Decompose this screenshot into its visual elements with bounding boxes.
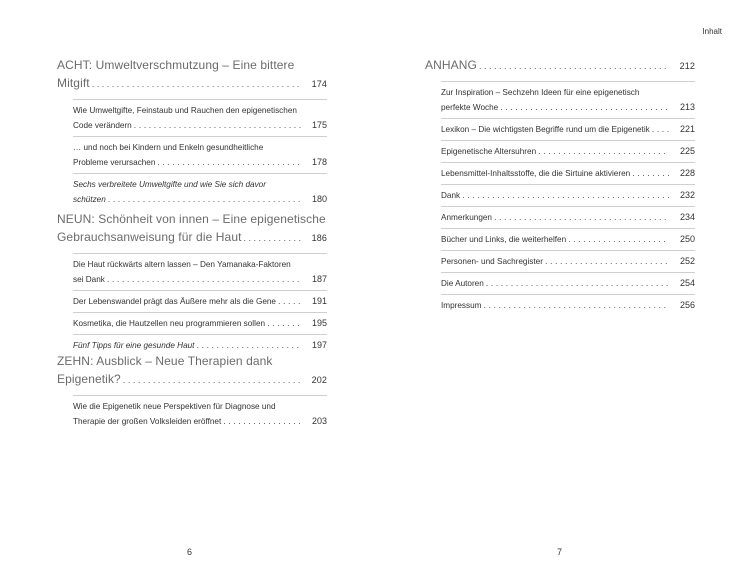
entry-text-line2: perfekte Woche xyxy=(441,103,499,112)
toc-entry[interactable] xyxy=(73,137,327,174)
page-ref: 195 xyxy=(311,318,327,328)
page-ref: 221 xyxy=(679,124,695,134)
toc-entry[interactable] xyxy=(73,396,327,432)
page-number: 6 xyxy=(187,547,193,557)
entry-text: Personen- und Sachregister xyxy=(441,257,543,266)
page-ref: 175 xyxy=(311,120,327,130)
page-ref: 180 xyxy=(311,194,327,204)
toc-entry[interactable] xyxy=(441,295,695,316)
leader-dots xyxy=(134,118,301,133)
page-ref: 232 xyxy=(679,190,695,200)
entry-list xyxy=(73,99,327,210)
entry-text-line1: Die Haut rückwärts altern lassen – Den Yamanaka-Faktoren xyxy=(73,260,291,269)
chapter-acht xyxy=(57,56,327,210)
entry-text-line2: schützen xyxy=(73,195,106,204)
leader-dots xyxy=(479,57,669,75)
chapter-title-line2: Epigenetik? xyxy=(57,372,121,386)
leader-dots xyxy=(632,166,669,181)
page-ref: 187 xyxy=(311,274,327,284)
leader-dots xyxy=(538,144,669,159)
leader-dots xyxy=(107,272,301,287)
chapter-neun xyxy=(57,210,327,356)
page-ref: 202 xyxy=(311,375,327,385)
chapter-heading[interactable] xyxy=(425,56,695,75)
entry-text: Epigenetische Altersuhren xyxy=(441,147,537,156)
leader-dots xyxy=(500,100,669,115)
chapter-heading[interactable] xyxy=(57,210,327,247)
leader-dots xyxy=(123,371,301,389)
page-ref: 228 xyxy=(679,168,695,178)
page-ref: 254 xyxy=(679,278,695,288)
leader-dots xyxy=(108,192,301,207)
leader-dots xyxy=(278,294,301,309)
page-ref: 225 xyxy=(679,146,695,156)
toc-entry[interactable] xyxy=(441,229,695,251)
page-ref: 186 xyxy=(311,233,327,243)
leader-dots xyxy=(494,210,669,225)
toc-entry[interactable] xyxy=(73,100,327,137)
entry-text-line1: Wie Umweltgifte, Feinstaub und Rauchen den epigenetischen xyxy=(73,106,297,115)
entry-text: Lexikon – Die wichtigsten Begriffe rund um die Epigenetik xyxy=(441,125,650,134)
entry-list xyxy=(73,253,327,356)
page-ref: 203 xyxy=(311,416,327,426)
entry-text-line2: Probleme verursachen xyxy=(73,158,156,167)
entry-text-line1: Zur Inspiration – Sechzehn Ideen für eine epigenetisch xyxy=(441,88,640,97)
toc-entry[interactable] xyxy=(441,82,695,119)
toc-entry[interactable] xyxy=(73,291,327,313)
leader-dots xyxy=(545,254,669,269)
page-ref: 212 xyxy=(679,61,695,71)
entry-text: Bücher und Links, die weiterhelfen xyxy=(441,235,567,244)
page-ref: 213 xyxy=(679,102,695,112)
entry-text-line2: Therapie der großen Volksleiden eröffnet xyxy=(73,417,222,426)
chapter-heading[interactable] xyxy=(57,352,327,389)
page-ref: 191 xyxy=(311,296,327,306)
chapter-title: ANHANG xyxy=(425,58,477,72)
chapter-title-line1: ZEHN: Ausblick – Neue Therapien dank xyxy=(57,354,273,368)
entry-text: Anmerkungen xyxy=(441,213,492,222)
page-ref: 256 xyxy=(679,300,695,310)
page-ref: 250 xyxy=(679,234,695,244)
page-ref: 252 xyxy=(679,256,695,266)
toc-entry[interactable] xyxy=(441,185,695,207)
page-ref: 197 xyxy=(311,340,327,350)
entry-text-line2: Code verändern xyxy=(73,121,132,130)
leader-dots xyxy=(652,122,669,137)
toc-entry[interactable] xyxy=(73,254,327,291)
page-number: 7 xyxy=(557,547,563,557)
entry-text: Impressum xyxy=(441,301,482,310)
page-ref: 178 xyxy=(311,157,327,167)
entry-list xyxy=(73,395,327,432)
chapter-title-line2: Mitgift xyxy=(57,76,90,90)
leader-dots xyxy=(157,155,301,170)
toc-entry[interactable] xyxy=(441,207,695,229)
leader-dots xyxy=(486,276,669,291)
toc-entry[interactable] xyxy=(441,251,695,273)
entry-text: Kosmetika, die Hautzellen neu programmieren sollen xyxy=(73,319,266,328)
entry-text: Der Lebenswandel prägt das Äußere mehr als die Gene xyxy=(73,297,276,306)
leader-dots xyxy=(196,338,301,353)
chapter-title-line1: NEUN: Schönheit von innen – Eine epigenetische xyxy=(57,212,326,226)
chapter-heading[interactable] xyxy=(57,56,327,93)
leader-dots xyxy=(568,232,669,247)
leader-dots xyxy=(223,414,301,429)
toc-entry[interactable] xyxy=(441,273,695,295)
entry-text: Dank xyxy=(441,191,461,200)
chapter-title-line1: ACHT: Umweltverschmutzung – Eine bittere xyxy=(57,58,295,72)
toc-entry[interactable] xyxy=(73,313,327,335)
toc-entry[interactable] xyxy=(441,163,695,185)
running-header: Inhalt xyxy=(702,27,722,36)
entry-text-line1: Wie die Epigenetik neue Perspektiven für Diagnose und xyxy=(73,402,276,411)
chapter-zehn xyxy=(57,352,327,432)
chapter-title-line2: Gebrauchsanweisung für die Haut xyxy=(57,230,242,244)
leader-dots xyxy=(92,75,301,93)
toc-entry[interactable] xyxy=(441,141,695,163)
leader-dots xyxy=(267,316,301,331)
page-ref: 234 xyxy=(679,212,695,222)
entry-text-line1: Sechs verbreitete Umweltgifte und wie Sie sich davor xyxy=(73,180,266,189)
toc-entry[interactable] xyxy=(73,174,327,210)
entry-text: Lebensmittel-Inhaltsstoffe, die die Sirtuine aktivieren xyxy=(441,169,631,178)
entry-text-line1: … und noch bei Kindern und Enkeln gesundheitliche xyxy=(73,143,264,152)
entry-text-line2: sei Dank xyxy=(73,275,105,284)
leader-dots xyxy=(484,298,670,313)
toc-entry[interactable] xyxy=(441,119,695,141)
entry-text: Fünf Tipps für eine gesunde Haut xyxy=(73,341,195,350)
leader-dots xyxy=(244,229,301,247)
entry-list xyxy=(441,81,695,316)
entry-text: Die Autoren xyxy=(441,279,484,288)
leader-dots xyxy=(462,188,669,203)
chapter-anhang xyxy=(425,56,695,316)
page-ref: 174 xyxy=(311,79,327,89)
